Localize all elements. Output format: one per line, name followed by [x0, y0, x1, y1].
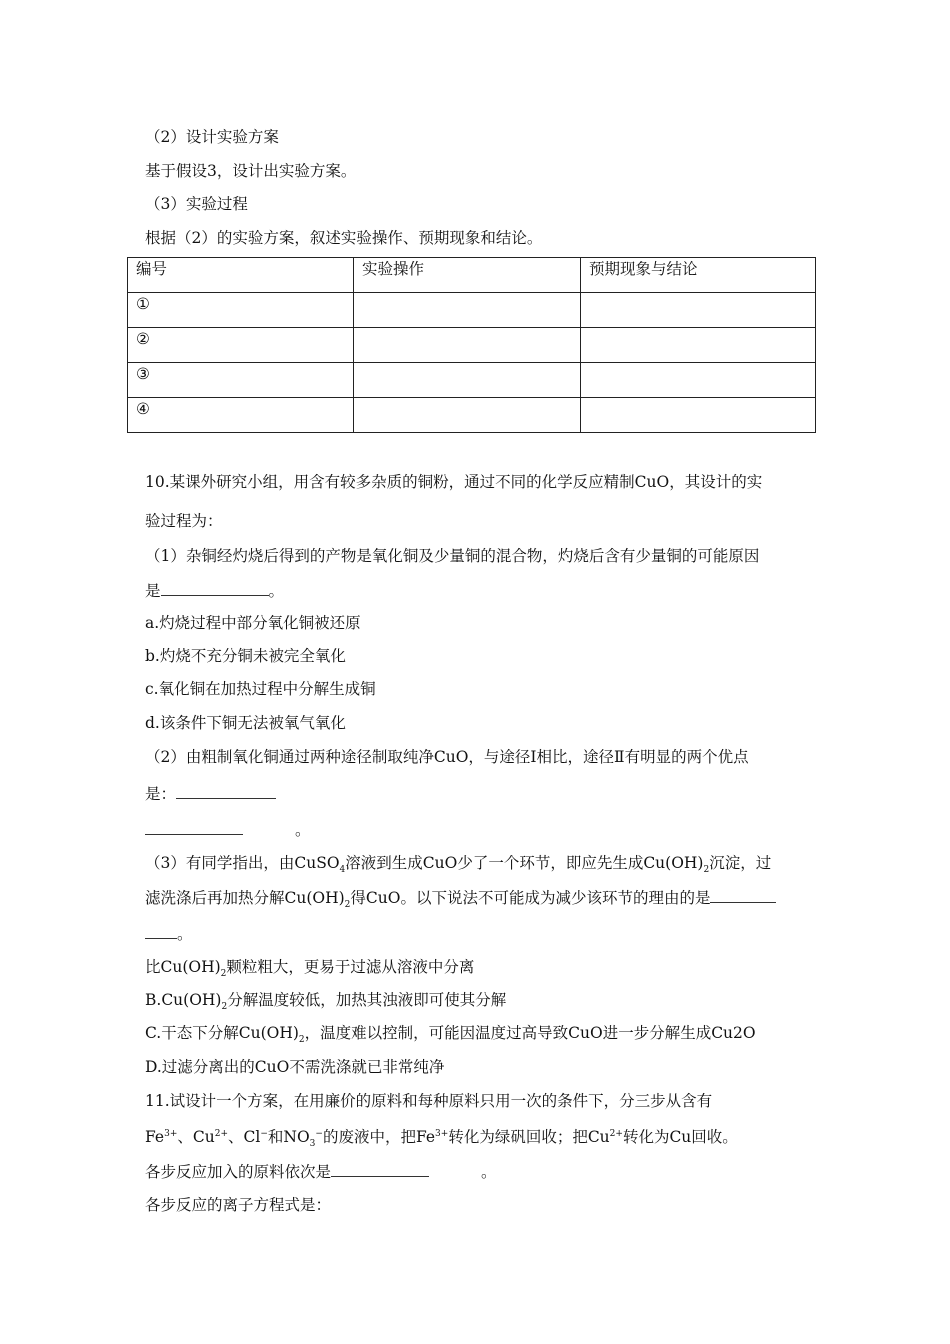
q10-part3-text-a: （3）有同学指出，由CuSO — [145, 854, 340, 872]
section3-heading: （3）实验过程 — [145, 195, 248, 213]
q10-part3-line1 — [145, 853, 772, 876]
q10-option-B — [145, 990, 507, 1013]
q11-line3-end: 。 — [481, 1163, 497, 1181]
row-number: ④ — [128, 398, 354, 433]
table-row — [128, 293, 816, 328]
subscript-2: 2 — [298, 1035, 305, 1046]
subscript-2: 2 — [221, 1002, 228, 1013]
section2-text: 基于假设3，设计出实验方案。 — [145, 162, 357, 180]
optA-text-b: 颗粒粗大，更易于过滤从溶液中分离 — [226, 958, 475, 976]
q10-part1-line2 — [145, 580, 284, 601]
q10-part3-text-c: 沉淀，过 — [709, 854, 772, 872]
q10-part3-text-e: 得CuO。以下说法不可能成为减少该环节的理由的是 — [350, 889, 711, 907]
q10-option-D: D.过滤分离出的CuO不需洗涤就已非常纯净 — [145, 1058, 445, 1076]
table-header-row — [128, 258, 816, 293]
q10-intro-line2: 验过程为： — [145, 512, 223, 530]
q11-line3-prefix: 各步反应加入的原料依次是 — [145, 1163, 332, 1181]
q11-sep3: 和NO — [267, 1128, 310, 1146]
q10-part1-end: 。 — [268, 582, 285, 600]
q10-part3-blank-2[interactable] — [145, 923, 177, 939]
header-phenomenon: 预期现象与结论 — [581, 258, 816, 293]
table-row — [128, 328, 816, 363]
q10-part3-text-d: 滤洗涤后再加热分解Cu(OH) — [145, 889, 345, 907]
fe-symbol: Fe — [145, 1128, 165, 1146]
no3-charge: − — [315, 1128, 323, 1139]
q10-option-C — [145, 1023, 756, 1046]
table-row — [128, 398, 816, 433]
q11-line2 — [145, 1127, 738, 1150]
row-phenomenon — [581, 398, 816, 433]
fe-charge: 3+ — [435, 1128, 449, 1139]
q10-part2-line2 — [145, 783, 276, 804]
q10-part2-prefix: 是： — [145, 785, 177, 803]
header-number: 编号 — [128, 258, 354, 293]
optA-text-a: 比Cu(OH) — [145, 958, 221, 976]
optC-text-a: C.干态下分解Cu(OH) — [145, 1024, 299, 1042]
row-number: ③ — [128, 363, 354, 398]
q10-option-d: d.该条件下铜无法被氧气氧化 — [145, 714, 346, 732]
q11-line4: 各步反应的离子方程式是： — [145, 1196, 332, 1214]
q10-part3-end: 。 — [177, 925, 193, 943]
no3-subscript: 3 — [309, 1139, 316, 1150]
q11-sep2: 、Cl — [228, 1128, 261, 1146]
fe-charge: 3+ — [164, 1128, 178, 1139]
q10-part2-end: 。 — [295, 821, 311, 839]
q10-part2-blank-1[interactable] — [176, 783, 276, 799]
cu-charge: 2+ — [214, 1128, 228, 1139]
q11-mid3: 转化为Cu回收。 — [622, 1128, 738, 1146]
subscript-2: 2 — [703, 865, 710, 876]
row-phenomenon — [581, 293, 816, 328]
q10-part1-blank[interactable] — [161, 580, 269, 596]
q11-mid2: 转化为绿矾回收；把Cu — [448, 1128, 610, 1146]
q10-part3-blank-1[interactable] — [710, 887, 776, 903]
row-operation — [354, 328, 581, 363]
q10-part2-blank-2[interactable] — [145, 819, 243, 835]
subscript-2: 2 — [220, 969, 227, 980]
q10-option-b: b.灼烧不充分铜未被完全氧化 — [145, 647, 346, 665]
row-phenomenon — [581, 328, 816, 363]
row-number: ② — [128, 328, 354, 363]
row-phenomenon — [581, 363, 816, 398]
q10-option-A — [145, 957, 475, 980]
q10-part2-line3 — [145, 819, 311, 840]
q10-part1-prefix: 是 — [145, 582, 161, 600]
q10-part3-text-b: 溶液到生成CuO少了一个环节，即应先生成Cu(OH) — [345, 854, 704, 872]
cu-charge: 2+ — [609, 1128, 623, 1139]
experiment-table — [127, 257, 816, 433]
table-row — [128, 363, 816, 398]
q10-part3-line3 — [145, 923, 193, 944]
optB-text-a: B.Cu(OH) — [145, 991, 222, 1009]
q11-line3 — [145, 1161, 497, 1182]
q10-part2-line1: （2）由粗制氧化铜通过两种途径制取纯净CuO，与途径Ⅰ相比，途径Ⅱ有明显的两个优点 — [145, 748, 749, 766]
q11-line1: 11.试设计一个方案，在用廉价的原料和每种原料只用一次的条件下，分三步从含有 — [145, 1092, 713, 1110]
q11-blank[interactable] — [331, 1161, 429, 1177]
q11-mid1: 的废液中，把Fe — [322, 1128, 436, 1146]
subscript-4: 4 — [339, 865, 346, 876]
q10-part1-line1: （1）杂铜经灼烧后得到的产物是氧化铜及少量铜的混合物，灼烧后含有少量铜的可能原因 — [145, 547, 760, 565]
q10-part3-line2 — [145, 887, 776, 911]
row-operation — [354, 293, 581, 328]
section3-text: 根据（2）的实验方案，叙述实验操作、预期现象和结论。 — [145, 229, 543, 247]
optC-text-b: ，温度难以控制，可能因温度过高导致CuO进一步分解生成Cu2O — [304, 1024, 756, 1042]
section2-heading: （2）设计实验方案 — [145, 128, 279, 146]
row-operation — [354, 398, 581, 433]
optB-text-b: 分解温度较低，加热其浊液即可使其分解 — [227, 991, 507, 1009]
subscript-2: 2 — [344, 900, 351, 911]
q10-intro-line1: 10.某课外研究小组，用含有较多杂质的铜粉，通过不同的化学反应精制CuO，其设计的实 — [145, 473, 763, 491]
row-operation — [354, 363, 581, 398]
row-number: ① — [128, 293, 354, 328]
cl-charge: − — [260, 1128, 268, 1139]
q10-option-c: c.氧化铜在加热过程中分解生成铜 — [145, 680, 376, 698]
q11-sep1: 、Cu — [177, 1128, 215, 1146]
header-operation: 实验操作 — [354, 258, 581, 293]
q10-option-a: a.灼烧过程中部分氧化铜被还原 — [145, 614, 361, 632]
